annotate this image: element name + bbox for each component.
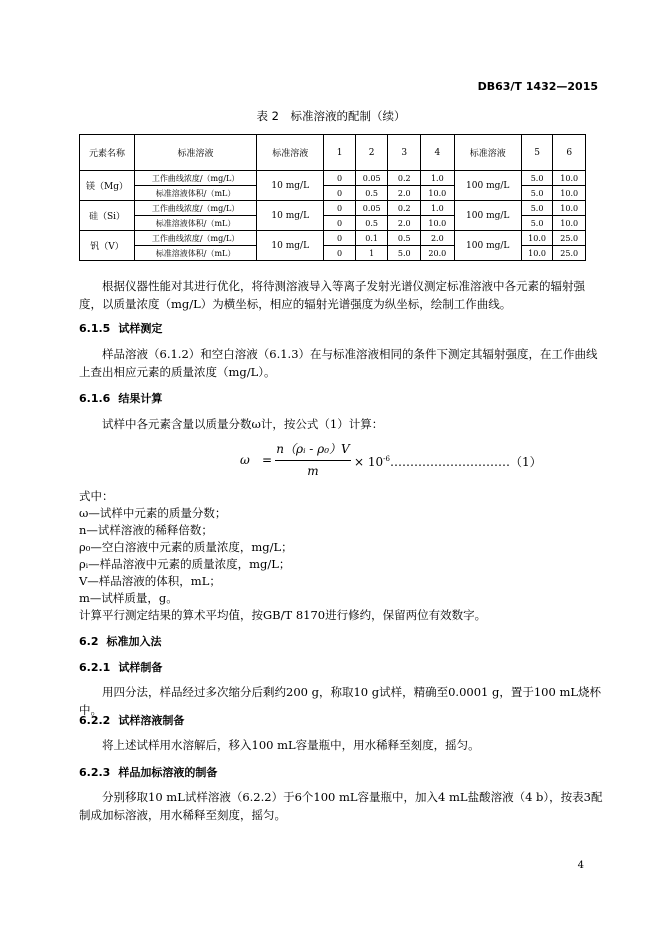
row-label: 工作曲线浓度/（mg/L） — [134, 201, 256, 216]
section-title: 试样测定 — [118, 322, 163, 335]
value-cell: 0 — [324, 246, 356, 261]
element-cell: 钒（V） — [80, 231, 135, 261]
section-heading-6-2-1 — [79, 659, 170, 675]
section-number: 6.2.3 — [79, 766, 111, 779]
definition-line: n—试样溶液的稀释倍数； — [79, 523, 213, 537]
definition-line: ρ₀—空白溶液中元素的质量浓度，mg/L； — [79, 540, 293, 554]
standard-code: DB63/T 1432—2015 — [477, 80, 598, 93]
value-cell: 0.05 — [355, 171, 388, 186]
definition-line: m—试样质量，g。 — [79, 591, 178, 605]
value-cell: 10.0 — [421, 216, 455, 231]
row-label: 标准溶液体积/（mL） — [134, 246, 256, 261]
value-cell: 10.0 — [553, 201, 586, 216]
fraction-bar — [275, 460, 351, 461]
header-cell: 3 — [388, 135, 421, 171]
value-cell: 0 — [324, 231, 356, 246]
value-cell: 10.0 — [553, 216, 586, 231]
formula-times: × 10 — [354, 455, 384, 469]
value-cell: 2.0 — [388, 216, 421, 231]
paragraph-spiked-solution: 分别移取10 mL试样溶液（6.2.2）于6个100 mL容量瓶中，加入4 mL盐酸溶液（4 b），按表3配制成加标溶液，用水稀释至刻度，摇匀。 — [79, 790, 603, 822]
value-cell: 10.0 — [553, 171, 586, 186]
formula-denominator: m — [307, 464, 319, 478]
value-cell: 10.0 — [521, 246, 553, 261]
value-cell: 0.1 — [355, 231, 388, 246]
paragraph-result-calc: 试样中各元素含量以质量分数ω计，按公式（1）计算： — [102, 417, 384, 431]
paragraph-sample-prep: 用四分法，样品经过多次缩分后剩约200 g，称取10 g试样，精确至0.0001 g，置于100 mL烧杯中。 — [79, 685, 602, 717]
table-title: 表 2 标准溶液的配制（续） — [256, 109, 406, 123]
value-cell: 0.2 — [388, 201, 421, 216]
value-cell: 1 — [355, 246, 388, 261]
header-cell: 6 — [553, 135, 586, 171]
header-cell: 4 — [421, 135, 455, 171]
section-title: 样品加标溶液的制备 — [118, 766, 218, 779]
value-cell: 0.5 — [388, 231, 421, 246]
value-cell: 25.0 — [553, 246, 586, 261]
header-cell: 标准溶液 — [134, 135, 256, 171]
section-heading-6-2 — [79, 633, 170, 649]
table-row — [80, 231, 586, 246]
section-title: 试样制备 — [118, 661, 163, 674]
definition-line: V—样品溶液的体积，mL； — [79, 574, 221, 588]
section-number: 6.1.6 — [79, 392, 111, 405]
value-cell: 1.0 — [421, 171, 455, 186]
value-cell: 2.0 — [388, 186, 421, 201]
header-cell: 标准溶液 — [454, 135, 521, 171]
page-number: 4 — [577, 860, 584, 871]
value-cell: 0 — [324, 171, 356, 186]
formula-dots: ………………………… — [389, 455, 510, 469]
formula-tail — [354, 453, 542, 470]
formula-numerator: n（ρᵢ - ρ₀）V — [276, 442, 350, 456]
row-label: 标准溶液体积/（mL） — [134, 216, 256, 231]
formula-lhs: ω — [240, 453, 250, 467]
value-cell: 5.0 — [521, 216, 553, 231]
section-number: 6.2.2 — [79, 714, 111, 727]
definition-line: ω—试样中元素的质量分数； — [79, 506, 227, 520]
value-cell: 1.0 — [421, 201, 455, 216]
row-label: 工作曲线浓度/（mg/L） — [134, 231, 256, 246]
table-row — [80, 201, 586, 216]
standard-solution-table — [79, 134, 586, 261]
stock-conc-cell: 10 mg/L — [257, 231, 324, 261]
value-cell: 2.0 — [421, 231, 455, 246]
element-cell: 硅（Si） — [80, 201, 135, 231]
formula-1 — [240, 440, 600, 484]
value-cell: 5.0 — [388, 246, 421, 261]
table-header-row — [80, 135, 586, 171]
value-cell: 0.5 — [355, 216, 388, 231]
section-heading-6-2-2 — [79, 712, 192, 728]
stock-conc-cell: 100 mg/L — [454, 231, 521, 261]
value-cell: 0 — [324, 186, 356, 201]
value-cell: 0.2 — [388, 171, 421, 186]
section-heading-6-1-6 — [79, 390, 170, 406]
formula-exponent: -6 — [383, 455, 390, 463]
row-label: 标准溶液体积/（mL） — [134, 186, 256, 201]
value-cell: 0 — [324, 216, 356, 231]
section-number: 6.2 — [79, 635, 99, 648]
section-number: 6.1.5 — [79, 322, 111, 335]
value-cell: 5.0 — [521, 171, 553, 186]
formula-ref: （1） — [509, 455, 542, 469]
value-cell: 20.0 — [421, 246, 455, 261]
section-title: 试样溶液制备 — [118, 714, 185, 727]
stock-conc-cell: 100 mg/L — [454, 201, 521, 231]
header-cell: 5 — [521, 135, 553, 171]
value-cell: 5.0 — [521, 186, 553, 201]
section-title: 标准加入法 — [106, 635, 162, 648]
value-cell: 0.05 — [355, 201, 388, 216]
value-cell: 10.0 — [521, 231, 553, 246]
formula-equals: = — [262, 453, 273, 467]
paragraph-working-curve: 根据仪器性能对其进行优化，将待测溶液导入等离子发射光谱仪测定标准溶液中各元素的辐射强度，以质量浓度（mg/L）为横坐标，相应的辐射光谱强度为纵坐标，绘制工作曲线。 — [79, 279, 585, 311]
header-cell: 标准溶液 — [257, 135, 324, 171]
value-cell: 10.0 — [553, 186, 586, 201]
value-cell: 5.0 — [521, 201, 553, 216]
value-cell: 25.0 — [553, 231, 586, 246]
element-cell: 镁（Mg） — [80, 171, 135, 201]
header-cell: 2 — [355, 135, 388, 171]
paragraph-rounding: 计算平行测定结果的算术平均值，按GB/T 8170进行修约，保留两位有效数字。 — [79, 608, 487, 622]
section-heading-6-1-5 — [79, 320, 170, 336]
header-cell: 1 — [324, 135, 356, 171]
value-cell: 10.0 — [421, 186, 455, 201]
table-row — [80, 171, 586, 186]
stock-conc-cell: 100 mg/L — [454, 171, 521, 201]
section-number: 6.2.1 — [79, 661, 111, 674]
paragraph-solution-prep: 将上述试样用水溶解后，移入100 mL容量瓶中，用水稀释至刻度，摇匀。 — [102, 738, 480, 752]
paragraph-sample-measurement: 样品溶液（6.1.2）和空白溶液（6.1.3）在与标准溶液相同的条件下测定其辐射强度，在工作曲线上查出相应元素的质量浓度（mg/L）。 — [79, 347, 598, 379]
where-label: 式中： — [79, 489, 114, 503]
stock-conc-cell: 10 mg/L — [257, 201, 324, 231]
stock-conc-cell: 10 mg/L — [257, 171, 324, 201]
header-cell: 元素名称 — [80, 135, 135, 171]
value-cell: 0.5 — [355, 186, 388, 201]
value-cell: 0 — [324, 201, 356, 216]
section-heading-6-2-3 — [79, 764, 225, 780]
definition-line: ρᵢ—样品溶液中元素的质量浓度，mg/L； — [79, 557, 291, 571]
row-label: 工作曲线浓度/（mg/L） — [134, 171, 256, 186]
section-title: 结果计算 — [118, 392, 163, 405]
